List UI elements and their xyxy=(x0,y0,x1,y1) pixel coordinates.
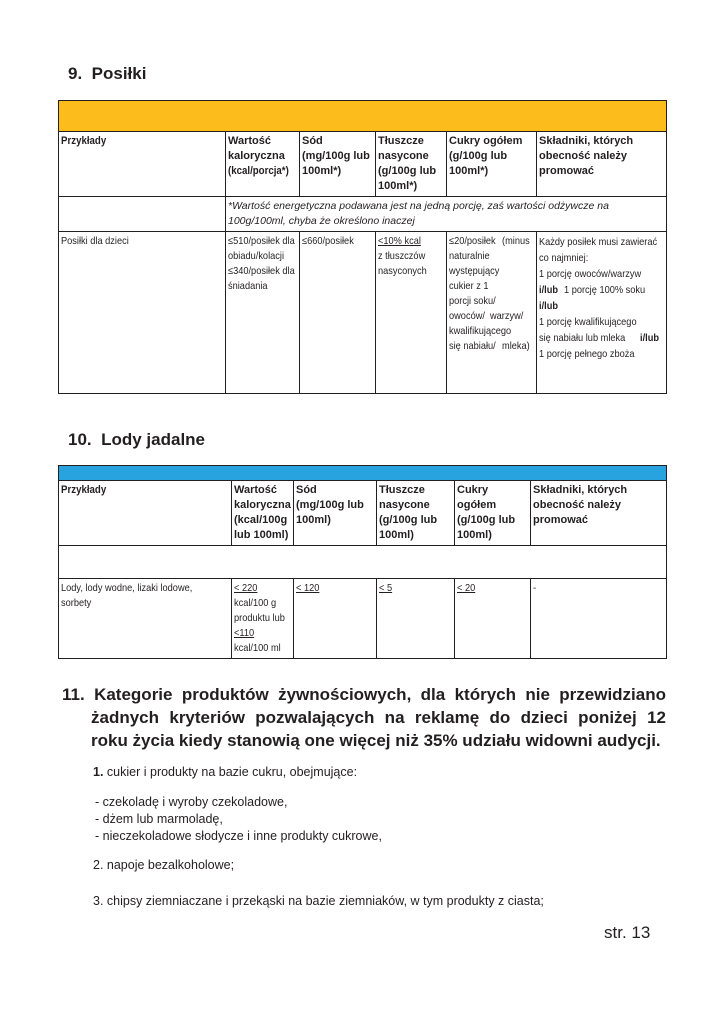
section-number: 10. xyxy=(68,430,92,449)
ice-cream-criteria-table xyxy=(58,465,667,659)
row-ingredients: - xyxy=(531,579,667,659)
header-examples: Przykłady xyxy=(59,132,226,197)
row-energy: < 220 kcal/100 g produktu lub <110 kcal/100 ml xyxy=(232,579,294,659)
header-color-bar xyxy=(59,101,667,132)
header-sugar: Cukry ogółem (g/100g lub 100ml*) xyxy=(447,132,537,197)
section-title: Posiłki xyxy=(91,64,147,83)
header-energy: Wartość kaloryczna (kcal/100g lub 100ml) xyxy=(232,481,294,546)
row-example: Posiłki dla dzieci xyxy=(59,232,226,394)
item-number: 1. xyxy=(93,765,104,779)
section-9-heading xyxy=(68,64,146,84)
heading-line-1 xyxy=(62,683,666,706)
header-color-bar xyxy=(59,466,667,481)
energy-note: *Wartość energetyczna podawana jest na jedną porcję, zaś wartości odżywcze na 100g/100ml, chyba że określono inaczej xyxy=(226,197,667,232)
header-ingredients: Składniki, których obecność należy promować xyxy=(537,132,667,197)
header-ingredients: Składniki, których obecność należy promować xyxy=(531,481,667,546)
section-10-heading xyxy=(68,430,205,450)
item-text: cukier i produkty na bazie cukru, obejmujące: xyxy=(106,765,358,779)
header-sugar: Cukry ogółem (g/100g lub 100ml) xyxy=(455,481,531,546)
header-sodium: Sód (mg/100g lub 100ml) xyxy=(294,481,377,546)
row-sodium: ≤660/posiłek xyxy=(300,232,376,394)
page-number: str. 13 xyxy=(604,923,651,942)
section-11-heading xyxy=(62,683,666,752)
section-title: Lody jadalne xyxy=(101,430,206,449)
sugar-subitems xyxy=(95,794,382,845)
heading-text: Kategorie produktów żywnościowych, dla których nie przewidziano xyxy=(94,685,666,704)
row-sodium: < 120 xyxy=(294,579,377,659)
category-item-2: 2. napoje bezalkoholowe; xyxy=(93,858,235,872)
header-examples: Przykłady xyxy=(59,481,232,546)
header-saturated-fat: Tłuszcze nasycone (g/100g lub 100ml) xyxy=(377,481,455,546)
header-energy: Wartość kaloryczna (kcal/porcja*) xyxy=(226,132,300,197)
empty-row xyxy=(59,546,667,579)
section-number: 11. xyxy=(62,685,85,704)
subitem: - nieczekoladowe słodycze i inne produkty cukrowe, xyxy=(95,829,382,843)
header-sodium: Sód (mg/100g lub 100ml*) xyxy=(300,132,376,197)
category-item-3: 3. chipsy ziemniaczane i przekąski na bazie ziemniaków, w tym produkty z ciasta; xyxy=(93,894,544,908)
row-saturated-fat: <10% kcalz tłuszczównasyconych xyxy=(376,232,447,394)
row-energy: ≤510/posiłek dlaobiadu/kolacji≤340/posiłek dlaśniadania xyxy=(226,232,300,394)
row-sugar: < 20 xyxy=(455,579,531,659)
category-item-1 xyxy=(93,764,357,781)
row-sugar: ≤20/posiłek (minusnaturalniewystępującycukier z 1porcji soku/owoców/ warzyw/kwalifikującegosię nabiału/ mleka) xyxy=(447,232,537,394)
heading-line-2: żadnych kryteriów pozwalających na reklamę do dzieci poniżej 12 xyxy=(91,708,666,727)
meals-criteria-table xyxy=(58,100,667,394)
heading-line-3: roku życia kiedy stanowią one więcej niż 35% udziału widowni audycji. xyxy=(91,731,661,750)
row-example: Lody, lody wodne, lizaki lodowe,sorbety xyxy=(59,579,232,659)
subitem: - czekoladę i wyroby czekoladowe, xyxy=(95,795,288,809)
row-ingredients: Każdy posiłek musi zawierać co najmniej: 1 porcję owoców/warzyw i/lub 1 porcję 100% soku i/lub 1 porcję kwalifikującego się nabiału lub mleka i/lub 1 porcję pełnego zboża xyxy=(537,232,667,394)
subitem: - dżem lub marmoladę, xyxy=(95,812,223,826)
section-number: 9. xyxy=(68,64,83,83)
note-empty-cell xyxy=(59,197,226,232)
row-saturated-fat: < 5 xyxy=(377,579,455,659)
header-saturated-fat: Tłuszcze nasycone (g/100g lub 100ml*) xyxy=(376,132,447,197)
